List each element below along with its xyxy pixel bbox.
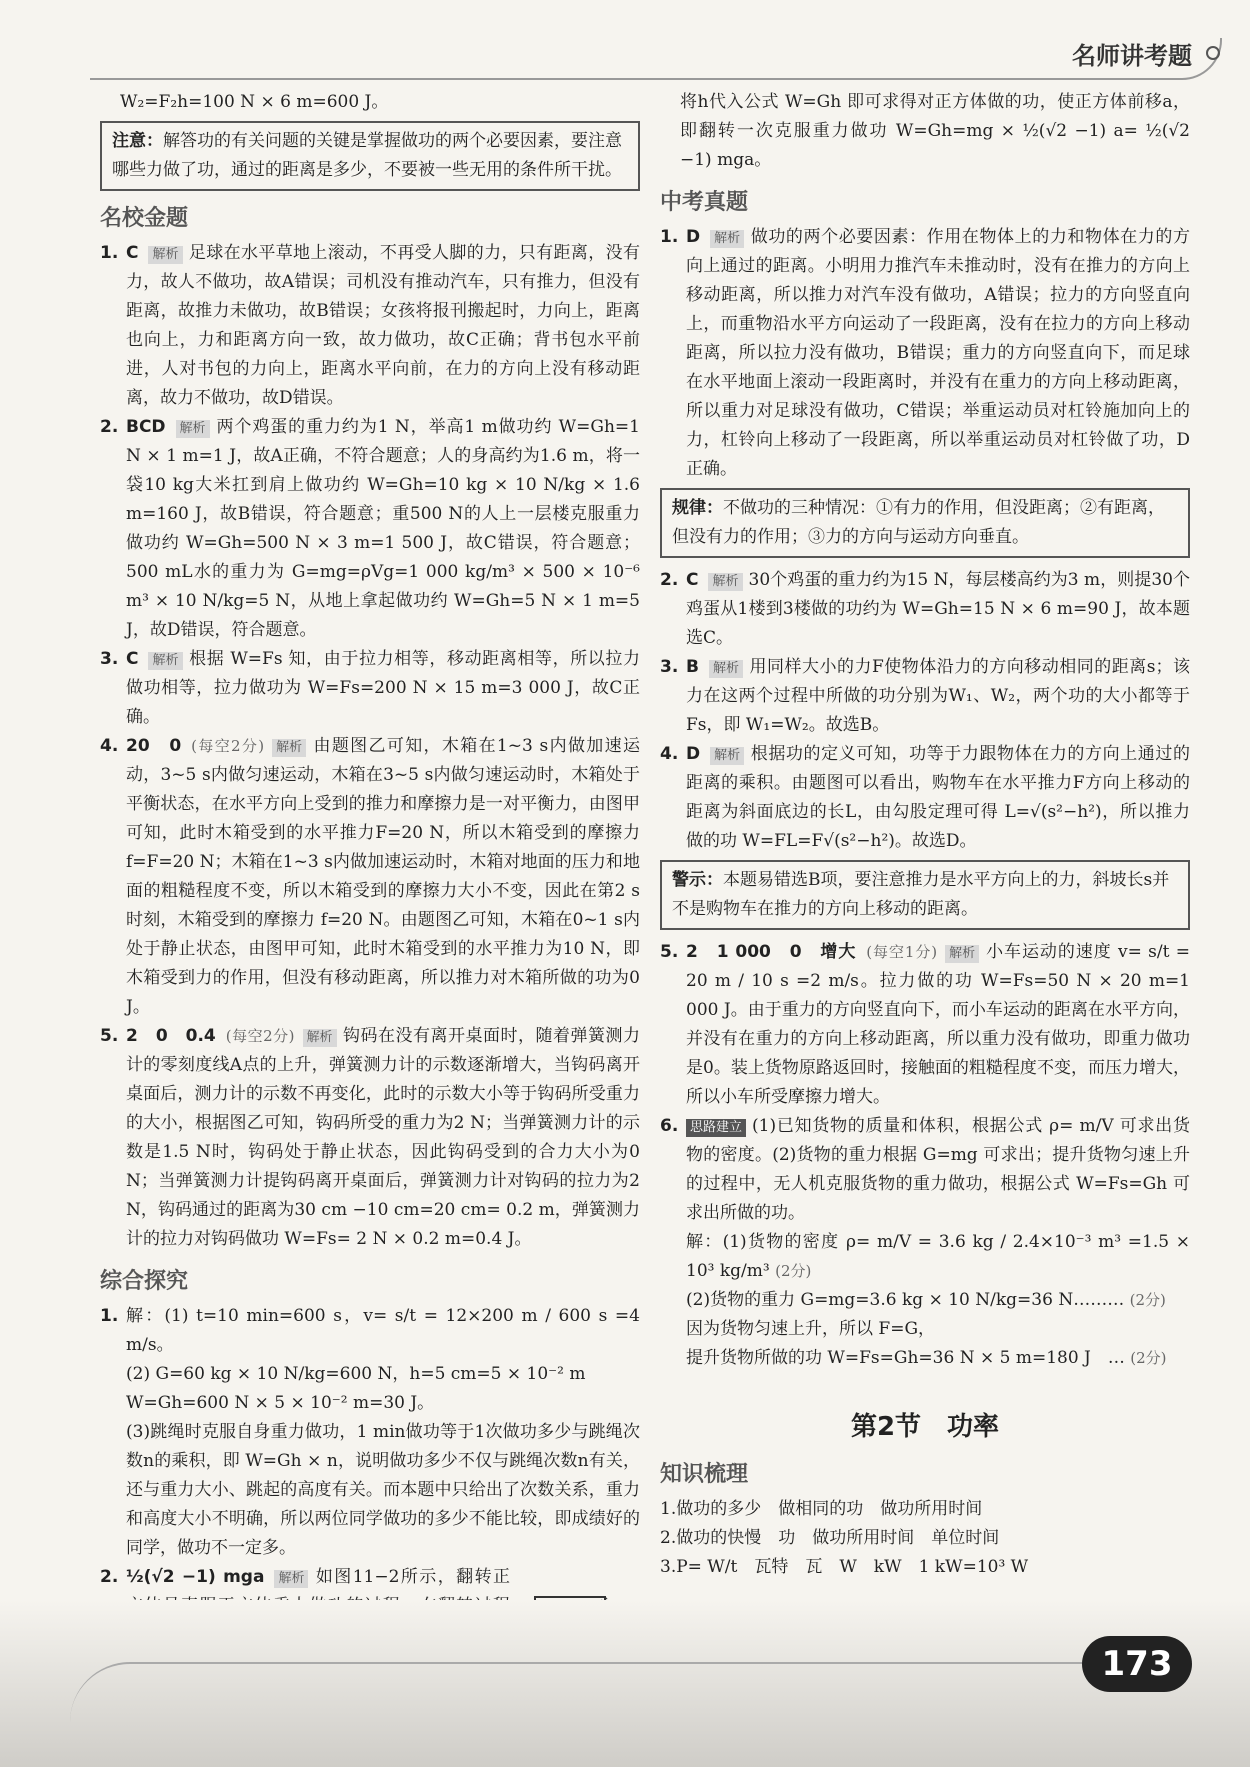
item-text: 由题图乙可知，木箱在1~3 s内做加速运动，3~5 s内做匀速运动，木箱在3~5 s内做匀速运动时，木箱处于平衡状态，在水平方向上受到的推力和摩擦力是一对平衡力，由图甲可知，此时木箱受到的水平推力F=20 N，所以木箱受到的摩擦力 f=F=20 N；木箱在1~3 s内做加速运动时，木箱对地面的压力和地面的粗糙程度不变，所以木箱受到的摩擦力大小不变，因此在第2 s时刻，木箱受到的摩擦力 f=20 N。由题图乙可知，木箱在0~1 s内处于静止状态，由图甲可知，此时木箱受到的水平推力为10 N，即木箱受到力的作用，但没有移动距离，所以推力对木箱所做的功为0 J。	[126, 736, 640, 1017]
item-answer: C	[686, 570, 699, 590]
item-number: 3.	[100, 649, 119, 669]
rule-text: 不做功的三种情况：①有力的作用，但没距离；②有距离，但没有力的作用；③力的方向与运动方向垂直。	[672, 498, 1165, 547]
item-answer: 2 0 0.4	[126, 1026, 216, 1046]
item-text: 根据 W=Fs 知，由于拉力相等，移动距离相等，所以拉力做功相等，拉力做功为 W=Fs=200 N × 15 m=3 000 J，故C正确。	[126, 649, 640, 727]
chapter-title: 第2节 功率	[850, 1412, 1000, 1442]
item-number: 1.	[100, 243, 119, 263]
item-text: 两个鸡蛋的重力约为1 N，举高1 m做功约 W=Gh=1 N × 1 m=1 J，故A正确，不符合题意；人的身高约为1.6 m，将一袋10 kg大米扛到肩上做功约 W=Gh=10 kg × 10 N/kg × 1.6 m=160 J，故B错误，符合题意；重500 N的人上一层楼克服重力做功约 W=Gh=500 N × 3 m=1 500 J，故C错误，符合题意；500 mL水的重力为 G=mg=ρVg=1 000 kg/m³ × 500 × 10⁻⁶ m³ × 10 N/kg=5 N，从地上拿起做功约 W=Gh=5 N × 1 m=5 J，故D错误，符合题意。	[126, 417, 640, 640]
item-answer: 2 1 000 0 增大	[686, 942, 857, 962]
answer-item	[100, 239, 640, 413]
item-number: 1.	[100, 1306, 119, 1326]
silu-tag: 思路建立	[686, 1119, 746, 1137]
answer-item	[660, 653, 1190, 740]
item-answer: BCD	[126, 417, 166, 437]
item-number: 2.	[100, 417, 119, 437]
answer-item	[100, 645, 640, 732]
item-answer: D	[686, 227, 701, 247]
jiexi-tag: 解析	[303, 1029, 337, 1047]
solution-line	[686, 1315, 1190, 1344]
solution-line: W=Gh=600 N × 5 × 10⁻² m=30 J。	[126, 1393, 435, 1413]
rule-box	[660, 488, 1190, 558]
jiexi-tag: 解析	[710, 230, 744, 248]
answer-item	[100, 1302, 640, 1563]
note-text: 解答功的有关问题的关键是掌握做功的两个必要因素，要注意哪些力做了功，通过的距离是多少，不要被一些无用的条件所干扰。	[112, 131, 622, 180]
item-body	[126, 239, 640, 413]
solution-text: (2)货物的重力 G=mg=3.6 kg × 10 N/kg=36 N………	[686, 1290, 1125, 1310]
footer-curve	[70, 1662, 1170, 1724]
rule-label: 规律：	[672, 498, 723, 518]
item-number: 5.	[100, 1026, 119, 1046]
solution-text: 提升货物所做的功 W=Fs=Gh=36 N × 5 m=180 J …	[686, 1348, 1125, 1368]
item-text: 做功的两个必要因素：作用在物体上的力和物体在力的方向上通过的距离。小明用力推汽车未推动时，没有在推力的方向上移动距离，所以推力对汽车没有做功，A错误；拉力的方向竖直向上，而重物沿水平方向运动了一段距离，没有在拉力的方向上移动距离，所以拉力没有做功，B错误；重力的方向竖直向下，而足球在水平地面上滚动一段距离时，并没有在重力的方向上移动距离，所以重力对足球没有做功，C错误；举重运动员对杠铃施加向上的力，杠铃向上移动了一段距离，所以举重运动员对杠铃做了功，D正确。	[686, 227, 1190, 479]
header-dot-icon	[1206, 46, 1220, 60]
left-column	[100, 88, 640, 1708]
item-number: 2.	[660, 570, 679, 590]
solution-line: 解：(1) t=10 min=600 s，v= s/t = 12×200 m / 600 s =4 m/s。	[126, 1306, 640, 1355]
item-number: 4.	[660, 744, 679, 764]
item-score: (每空2分)	[191, 737, 265, 755]
item-answer: D	[686, 744, 701, 764]
answer-item	[100, 732, 640, 1022]
page-number: 173	[1082, 1636, 1192, 1692]
answer-item	[660, 938, 1190, 1112]
continued-text: 将h代入公式 W=Gh 即可求得对正方体做的功，使正方体前移a，即翻转一次克服重力做功 W=Gh=mg × ½(√2 −1) a= ½(√2 −1) mga。	[680, 92, 1190, 170]
item-body	[126, 1302, 640, 1563]
item-number: 3.	[660, 657, 679, 677]
solution-line	[686, 1228, 1190, 1286]
item-text	[686, 1112, 1190, 1228]
answer-item	[660, 1112, 1190, 1373]
solution-line	[686, 1286, 1190, 1315]
knowledge-line: 2.做功的快慢 功 做功所用时间 单位时间	[660, 1528, 1000, 1548]
section-title-zhishi: 知识梳理	[660, 1462, 749, 1487]
page-header	[0, 0, 1250, 80]
section-title-zonghe: 综合探究	[100, 1269, 189, 1294]
item-body	[126, 413, 640, 645]
answer-item	[660, 223, 1190, 484]
section-title-mingxiao: 名校金题	[100, 206, 189, 231]
header-title: 名师讲考题	[1072, 42, 1192, 70]
solution-score: (2分)	[775, 1262, 812, 1280]
item-body	[686, 223, 1190, 484]
item-body	[686, 1112, 1190, 1373]
item-answer: C	[126, 649, 139, 669]
answer-item	[660, 566, 1190, 653]
jiexi-tag: 解析	[176, 420, 210, 438]
answer-item	[660, 740, 1190, 856]
solution-line	[686, 1344, 1190, 1373]
item-answer: 20 0	[126, 736, 182, 756]
note-box	[100, 121, 640, 191]
jiexi-tag: 解析	[708, 573, 742, 591]
jiexi-tag: 解析	[274, 1570, 308, 1588]
item-body	[126, 1022, 640, 1254]
solution-line: (2) G=60 kg × 10 N/kg=600 N，h=5 cm=5 × 10⁻² m	[126, 1364, 586, 1384]
item-number: 2.	[100, 1567, 119, 1587]
knowledge-line: 1.做功的多少 做相同的功 做功所用时间	[660, 1499, 983, 1519]
warning-text: 本题易错选B项，要注意推力是水平方向上的力，斜坡长s并不是购物车在推力的方向上移动的距离。	[672, 870, 1170, 919]
answer-item	[100, 413, 640, 645]
item-text: 30个鸡蛋的重力约为15 N，每层楼高约为3 m，则提30个鸡蛋从1楼到3楼做的功约为 W=Gh=15 N × 6 m=90 J，故本题选C。	[686, 570, 1190, 648]
item-answer: ½(√2 −1) mga	[126, 1567, 265, 1587]
item-text: 用同样大小的力F使物体沿力的方向移动相同的距离s；该力在这两个过程中所做的功分别为W₁、W₂，两个功的大小都等于Fs，即 W₁=W₂。故选B。	[686, 657, 1190, 735]
jiexi-tag: 解析	[272, 739, 306, 757]
note-label: 注意：	[112, 131, 163, 151]
warning-box	[660, 860, 1190, 930]
jiexi-tag: 解析	[709, 660, 743, 678]
solution-score: (2分)	[1129, 1291, 1166, 1309]
item-score: (每空2分)	[225, 1027, 295, 1045]
jiexi-tag: 解析	[945, 945, 979, 963]
item-answer: C	[126, 243, 139, 263]
top-line: W₂=F₂h=100 N × 6 m=600 J。	[120, 92, 389, 112]
item-answer: B	[686, 657, 699, 677]
item-idea: (1)已知货物的质量和体积，根据公式 ρ= m/V 可求出货物的密度。(2)货物的重力根据 G=mg 可求出；提升货物匀速上升的过程中，无人机克服货物的重力做功，根据公式 W=Fs=Gh 可求出所做的功。	[686, 1116, 1190, 1223]
item-body	[686, 740, 1190, 856]
item-score: (每空1分)	[866, 943, 938, 961]
jiexi-tag: 解析	[148, 246, 182, 264]
knowledge-line: 3.P= W/t 瓦特 瓦 W kW 1 kW=10³ W	[660, 1557, 1029, 1577]
answer-item	[100, 1022, 640, 1254]
warning-label: 警示：	[672, 870, 723, 890]
item-number: 5.	[660, 942, 679, 962]
item-explanation: 如图11−2所示，翻转正	[314, 1567, 510, 1587]
solution-text: 解：(1)货物的密度 ρ= m/V = 3.6 kg / 2.4×10⁻³ m³ =1.5 × 10³ kg/m³	[686, 1232, 1190, 1281]
item-body	[686, 653, 1190, 740]
jiexi-tag: 解析	[710, 747, 744, 765]
solution-line: (3)跳绳时克服自身重力做功，1 min做功等于1次做功多少与跳绳次数n的乘积，即 W=Gh × n，说明做功多少不仅与跳绳次数n有关，还与重力大小、跳起的高度有关。而本题中只给出了次数关系，重力和高度大小不明确，所以两位同学做功的多少不能比较，即成绩好的同学，做功不一定多。	[126, 1422, 640, 1558]
jiexi-tag: 解析	[148, 652, 182, 670]
section-title-zhongkao: 中考真题	[660, 190, 749, 215]
item-number: 1.	[660, 227, 679, 247]
header-curve	[90, 38, 1222, 80]
item-number: 6.	[660, 1116, 679, 1136]
item-body	[686, 938, 1190, 1112]
item-text: 足球在水平草地上滚动，不再受人脚的力，只有距离，没有力，故人不做功，故A错误；司机没有推动汽车，只有推力，但没有距离，故推力未做功，故B错误；女孩将报刊搬起时，力向上，距离也向上，力和距离方向一致，故力做功，故C正确；背书包水平前进，人对书包的力向上，距离水平向前，在力的方向上没有移动距离，故力不做功，故D错误。	[126, 243, 640, 408]
solution-text: 因为货物匀速上升，所以 F=G，	[686, 1319, 936, 1339]
item-body	[126, 645, 640, 732]
solution-score: (2分)	[1130, 1349, 1167, 1367]
item-body	[686, 566, 1190, 653]
item-body	[126, 732, 640, 1022]
item-text: 小车运动的速度 v= s/t = 20 m / 10 s =2 m/s。拉力做的功 W=Fs=50 N × 20 m=1 000 J。由于重力的方向竖直向下，而小车运动的距离在水平方向，并没有在重力的方向上移动距离，所以重力没有做功，即重力做功是0。装上货物原路返回时，接触面的粗糙程度不变，而压力增大，所以小车所受摩擦力增大。	[686, 942, 1191, 1107]
item-text: 根据功的定义可知，功等于力跟物体在力的方向上通过的距离的乘积。由题图可以看出，购物车在水平推力F方向上移动的距离为斜面底边的长L，由勾股定理可得 L=√(s²−h²)，所以推力做的功 W=FL=F√(s²−h²)。故选D。	[686, 744, 1190, 851]
item-text: 钩码在没有离开桌面时，随着弹簧测力计的零刻度线A点的上升，弹簧测力计的示数逐渐增大，当钩码离开桌面后，测力计的示数不再变化，此时的示数大小等于钩码所受重力的大小，根据图乙可知，钩码所受的重力为2 N；当弹簧测力计的示数是1.5 N时，钩码处于静止状态，因此钩码受到的合力大小为0 N；当弹簧测力计提钩码离开桌面后，弹簧测力计对钩码的拉力为2 N，钩码通过的距离为30 cm −10 cm=20 cm= 0.2 m，弹簧测力计的拉力对钩码做功 W=Fs= 2 N × 0.2 m=0.4 J。	[126, 1026, 640, 1249]
right-column	[660, 88, 1190, 1582]
item-number: 4.	[100, 736, 119, 756]
